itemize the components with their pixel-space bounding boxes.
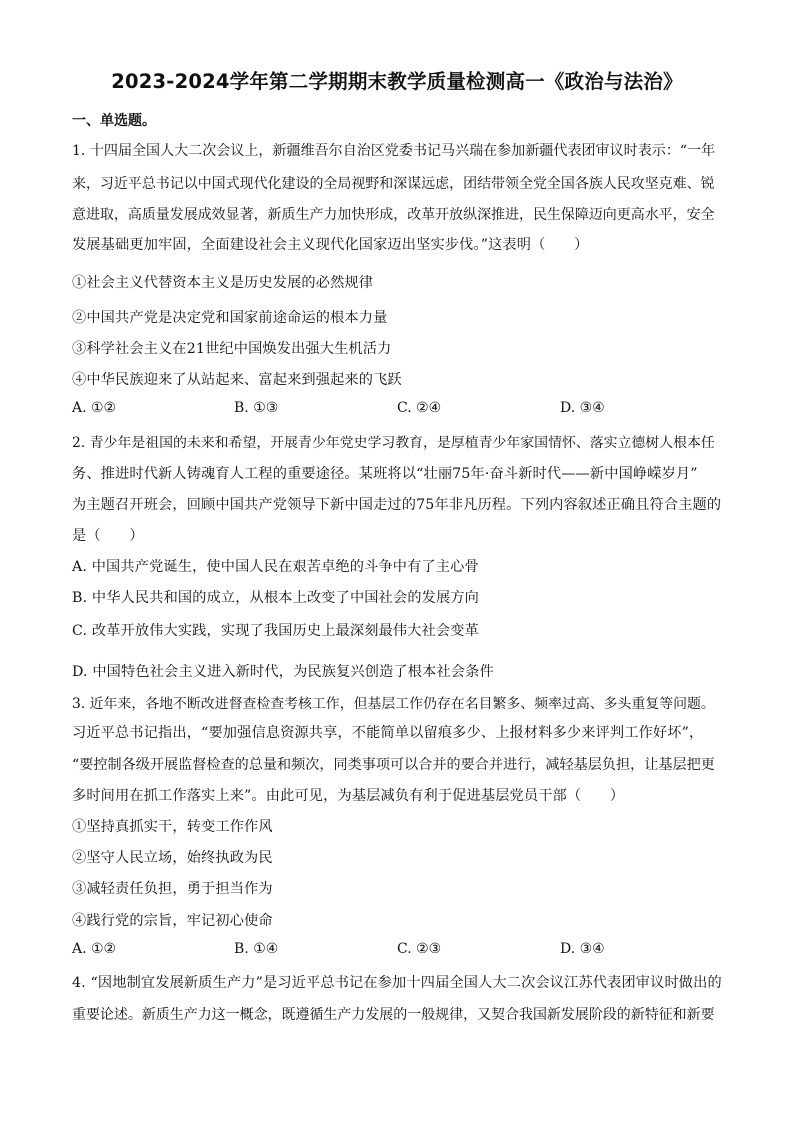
q3-statement: ③减轻责任负担，勇于担当作为 <box>72 881 273 897</box>
q2-option-c[interactable]: C. 改革开放伟大实践，实现了我国历史上最深刻最伟大社会变革 <box>72 623 479 639</box>
q2-option-b[interactable]: B. 中华人民共和国的成立，从根本上改变了中国社会的发展方向 <box>72 590 480 606</box>
q2-stem-line: 是（ ） <box>72 528 144 544</box>
q3-statement: ①坚持真抓实干，转变工作作风 <box>72 819 273 835</box>
q2-option-d[interactable]: D. 中国特色社会主义进入新时代，为民族复兴创造了根本社会条件 <box>72 664 494 680</box>
q3-stem-line: 3. 近年来，各地不断改进督查检查考核工作，但基层工作仍存在名目繁多、频率过高、多头重复等问题。 <box>72 696 715 712</box>
q1-statement: ④中华民族迎来了从站起来、富起来到强起来的飞跃 <box>72 372 402 388</box>
q1-stem-line: 意进取，高质量发展成效显著，新质生产力加快形成，改革开放纵深推进，民生保障迈向更高水平，安全 <box>72 207 715 223</box>
q3-stem-line: 多时间用在抓工作落实上来”。由此可见，为基层减负有利于促进基层党员干部（ ） <box>72 788 625 804</box>
q2-stem-line: 务、推进时代新人铸魂育人工程的重要途径。某班将以“壮丽75年·奋斗新时代——新中国峥嵘岁月” <box>72 466 698 482</box>
q1-options <box>72 400 632 420</box>
q4-stem-line: 重要论述。新质生产力这一概念，既遵循生产力发展的一般规律，又契合我国新发展阶段的新特征和新要 <box>72 1007 715 1023</box>
q4-stem-line: 4. “因地制宜发展新质生产力”是习近平总书记在参加十四届全国人大二次会议江苏代表团审议时做出的 <box>72 975 722 991</box>
q3-stem-line: “要控制各级开展监督检查的总量和频次，同类事项可以合并的要合并进行，减轻基层负担，让基层把更 <box>72 757 715 773</box>
page-title: 2023-2024学年第二学期期末教学质量检测高一《政治与法治》 <box>111 70 683 93</box>
q2-stem-line: 2. 青少年是祖国的未来和希望，开展青少年党史学习教育，是厚植青少年家国情怀、落实立德树人根本任 <box>72 435 715 451</box>
q3-option-d[interactable]: D. ③④ <box>560 941 605 957</box>
q1-stem-line: 1. 十四届全国人大二次会议上，新疆维吾尔自治区党委书记马兴瑞在参加新疆代表团审议时表示：“一年 <box>72 143 716 159</box>
q2-stem-line: 为主题召开班会，回顾中国共产党领导下新中国走过的75年非凡历程。下列内容叙述正确且符合主题的 <box>72 497 722 513</box>
q3-statement: ②坚守人民立场，始终执政为民 <box>72 850 273 866</box>
q1-option-d[interactable]: D. ③④ <box>560 400 605 416</box>
q3-option-c[interactable]: C. ②③ <box>397 941 442 957</box>
q1-option-c[interactable]: C. ②④ <box>397 400 442 416</box>
q1-statement: ①社会主义代替资本主义是历史发展的必然规律 <box>72 275 374 291</box>
q2-option-a[interactable]: A. 中国共产党诞生，使中国人民在艰苦卓绝的斗争中有了主心骨 <box>72 559 479 575</box>
q3-option-b[interactable]: B. ①④ <box>234 941 279 957</box>
q1-option-a[interactable]: A. ①② <box>72 400 117 416</box>
q3-option-a[interactable]: A. ①② <box>72 941 117 957</box>
q1-statement: ②中国共产党是决定党和国家前途命运的根本力量 <box>72 310 388 326</box>
section-heading: 一、单选题。 <box>72 113 156 129</box>
q1-stem-line: 发展基础更加牢固，全面建设社会主义现代化国家迈出坚实步伐。”这表明（ ） <box>72 237 589 253</box>
q1-statement: ③科学社会主义在21世纪中国焕发出强大生机活力 <box>72 341 392 357</box>
q3-stem-line: 习近平总书记指出，“要加强信息资源共享，不能简单以留痕多少、上报材料多少来评判工作好坏”， <box>72 725 704 741</box>
q3-options <box>72 941 632 961</box>
q1-option-b[interactable]: B. ①③ <box>234 400 279 416</box>
q3-statement: ④践行党的宗旨，牢记初心使命 <box>72 913 273 929</box>
q1-stem-line: 来，习近平总书记以中国式现代化建设的全局视野和深谋远虑，团结带领全党全国各族人民攻坚克难、锐 <box>72 176 715 192</box>
